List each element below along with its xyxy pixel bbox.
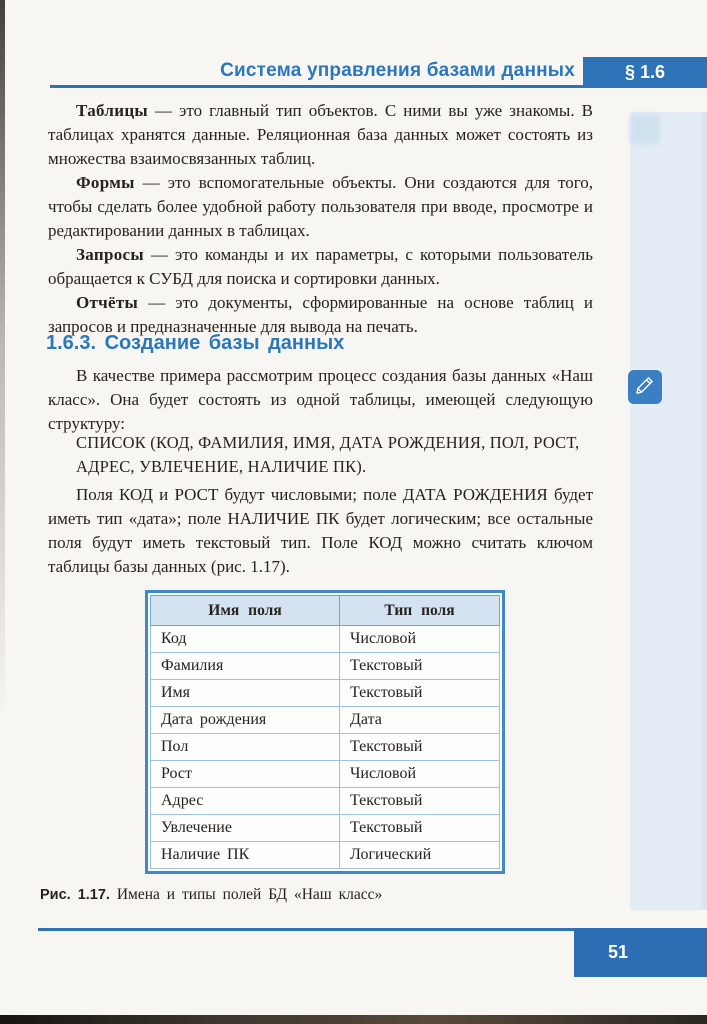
field-name-cell: Наличие ПК <box>151 842 340 869</box>
term-reports: Отчёты <box>76 293 139 312</box>
intro-paragraph: В качестве примера рассмотрим процесс создания базы данных «Наш класс». Она будет состоять из одной таблицы, имеющей следующую структуру: <box>48 366 593 433</box>
column-header-field-type: Тип поля <box>340 596 500 626</box>
column-header-field-name: Имя поля <box>151 596 340 626</box>
fields-table <box>145 590 505 874</box>
field-types-paragraph-block <box>48 483 593 579</box>
paragraph-queries <box>48 243 593 291</box>
table-row <box>151 734 500 761</box>
table-row <box>151 842 500 869</box>
term-queries: Запросы <box>76 245 144 264</box>
table-row <box>151 707 500 734</box>
footer-rule <box>38 928 574 931</box>
margin-strip <box>630 112 707 910</box>
field-type-cell: Числовой <box>340 761 500 788</box>
bleedthrough-square <box>630 114 660 144</box>
db-structure-definition: СПИСОК (КОД, ФАМИЛИЯ, ИМЯ, ДАТА РОЖДЕНИЯ, ПОЛ, РОСТ, АДРЕС, УВЛЕЧЕНИЕ, НАЛИЧИЕ ПК). <box>76 433 580 476</box>
field-type-cell: Текстовый <box>340 788 500 815</box>
field-name-cell: Фамилия <box>151 653 340 680</box>
field-name-cell: Дата рождения <box>151 707 340 734</box>
table-row <box>151 815 500 842</box>
field-type-cell: Логический <box>340 842 500 869</box>
header-rule <box>50 85 583 88</box>
field-type-cell: Дата <box>340 707 500 734</box>
field-name-cell: Код <box>151 626 340 653</box>
object-types-paragraphs <box>48 99 593 339</box>
page-number: 51 <box>607 942 629 962</box>
table-row <box>151 626 500 653</box>
page-number-box <box>574 928 707 977</box>
paragraph-reports-text: — это документы, сформированные на основе таблиц и запросов и предназначенные для вывода на печать. <box>48 293 593 336</box>
field-type-cell: Текстовый <box>340 734 500 761</box>
field-types-paragraph: Поля КОД и РОСТ будут числовыми; поле ДАТА РОЖДЕНИЯ будет иметь тип «дата»; поле НАЛИЧИЕ ПК будет логическим; все остальные поля будут иметь текстовый тип. Поле КОД можно считать ключом таблицы базы данных (рис. 1.17). <box>48 485 593 576</box>
field-name-cell: Увлечение <box>151 815 340 842</box>
field-name-cell: Пол <box>151 734 340 761</box>
paragraph-forms-text: — это вспомогательные объекты. Они создаются для того, чтобы сделать более удобной работу пользователя при вводе, просмотре и редактировании данных в таблицах. <box>48 173 593 240</box>
table-row <box>151 680 500 707</box>
figure-caption-text: Имена и типы полей БД «Наш класс» <box>116 886 383 903</box>
field-type-cell: Текстовый <box>340 815 500 842</box>
subsection-heading: 1.6.3. Создание базы данных <box>46 332 345 354</box>
exercise-marker <box>628 370 662 404</box>
figure-caption <box>40 886 382 904</box>
running-header-title: Система управления базами данных <box>220 60 575 81</box>
table-row <box>151 761 500 788</box>
figure-caption-label: Рис. 1.17. <box>40 887 110 903</box>
paragraph-tables-text: — это главный тип объектов. С ними вы уже знакомы. В таблицах хранятся данные. Реляционная база данных может состоять из множества взаимосвязанных таблиц. <box>48 101 593 168</box>
paragraph-forms <box>48 171 593 243</box>
table-row <box>151 788 500 815</box>
field-type-cell: Числовой <box>340 626 500 653</box>
page-bottom-edge <box>0 1015 707 1024</box>
table-header-row <box>151 596 500 626</box>
section-badge <box>583 57 707 88</box>
paragraph-queries-text: — это команды и их параметры, с которыми пользователь обращается к СУБД для поиска и сортировки данных. <box>48 245 593 288</box>
table-row <box>151 653 500 680</box>
pencil-icon <box>634 374 656 401</box>
section-badge-label: § 1.6 <box>624 62 666 82</box>
page-left-edge <box>0 0 5 760</box>
field-type-cell: Текстовый <box>340 680 500 707</box>
term-forms: Формы <box>76 173 135 192</box>
field-type-cell: Текстовый <box>340 653 500 680</box>
term-tables: Таблицы <box>76 101 148 120</box>
field-name-cell: Адрес <box>151 788 340 815</box>
field-name-cell: Рост <box>151 761 340 788</box>
intro-paragraph-block <box>48 364 593 436</box>
paragraph-tables <box>48 99 593 171</box>
field-name-cell: Имя <box>151 680 340 707</box>
